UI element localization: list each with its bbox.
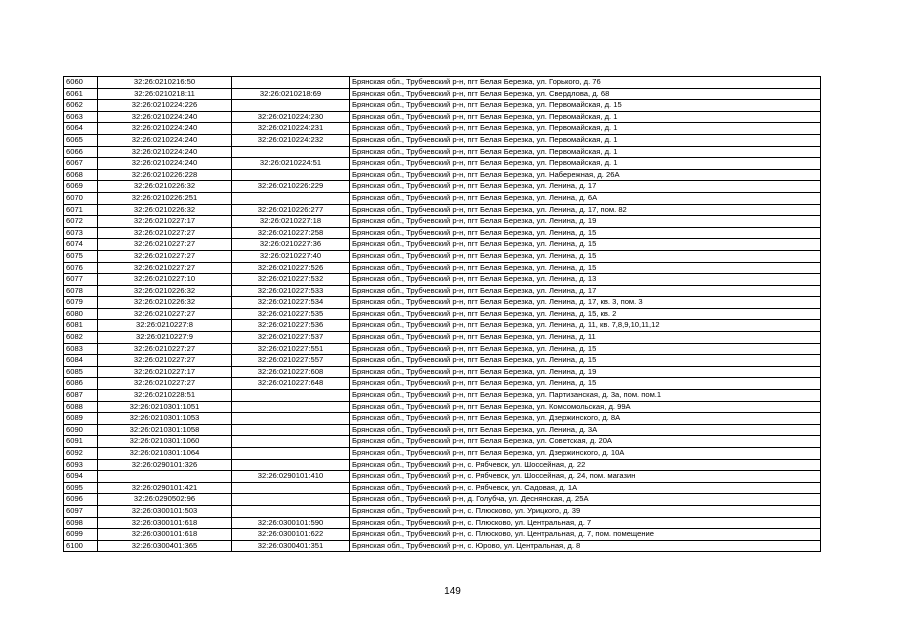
cadastral-number-cell: 32:26:0290101:421	[98, 482, 232, 494]
address-cell: Брянская обл., Трубчевский р-н, с. Юрово, ул. Центральная, д. 8	[350, 540, 821, 552]
building-cadastral-number-cell	[232, 169, 350, 181]
row-number-cell: 6077	[64, 274, 98, 286]
address-cell: Брянская обл., Трубчевский р-н, пгт Белая Березка, ул. Первомайская, д. 1	[350, 146, 821, 158]
row-number-cell: 6063	[64, 111, 98, 123]
row-number-cell: 6086	[64, 378, 98, 390]
address-cell: Брянская обл., Трубчевский р-н, пгт Белая Березка, ул. Ленина, д. 19	[350, 216, 821, 228]
row-number-cell: 6084	[64, 355, 98, 367]
cadastral-number-cell: 32:26:0300401:365	[98, 540, 232, 552]
cadastral-number-cell: 32:26:0290502:96	[98, 494, 232, 506]
address-cell: Брянская обл., Трубчевский р-н, пгт Белая Березка, ул. Ленина, д. 17, кв. 3, пом. 3	[350, 297, 821, 309]
address-cell: Брянская обл., Трубчевский р-н, пгт Белая Березка, ул. Ленина, д. 17, пом. 82	[350, 204, 821, 216]
building-cadastral-number-cell: 32:26:0210224:232	[232, 134, 350, 146]
address-cell: Брянская обл., Трубчевский р-н, пгт Белая Березка, ул. Ленина, д. 17	[350, 285, 821, 297]
row-number-cell: 6069	[64, 181, 98, 193]
address-cell: Брянская обл., Трубчевский р-н, пгт Белая Березка, ул. Первомайская, д. 1	[350, 158, 821, 170]
table-row	[64, 332, 821, 344]
table-row	[64, 378, 821, 390]
table-row	[64, 471, 821, 483]
cadastral-number-cell: 32:26:0210227:27	[98, 378, 232, 390]
table-row	[64, 320, 821, 332]
cadastral-number-cell: 32:26:0210224:240	[98, 158, 232, 170]
cadastral-number-cell: 32:26:0210228:51	[98, 390, 232, 402]
row-number-cell: 6061	[64, 88, 98, 100]
address-cell: Брянская обл., Трубчевский р-н, с. Плюсково, ул. Центральная, д. 7, пом. помещение	[350, 529, 821, 541]
cadastral-number-cell: 32:26:0210224:240	[98, 146, 232, 158]
table-row	[64, 413, 821, 425]
address-cell: Брянская обл., Трубчевский р-н, пгт Белая Березка, ул. Ленина, д. 15	[350, 250, 821, 262]
table-row	[64, 297, 821, 309]
row-number-cell: 6068	[64, 169, 98, 181]
building-cadastral-number-cell	[232, 77, 350, 89]
building-cadastral-number-cell	[232, 401, 350, 413]
building-cadastral-number-cell: 32:26:0210227:534	[232, 297, 350, 309]
building-cadastral-number-cell: 32:26:0210227:532	[232, 274, 350, 286]
row-number-cell: 6062	[64, 100, 98, 112]
table-row	[64, 390, 821, 402]
address-cell: Брянская обл., Трубчевский р-н, пгт Белая Березка, ул. Ленина, д. 19	[350, 366, 821, 378]
address-cell: Брянская обл., Трубчевский р-н, д. Голубча, ул. Деснянская, д. 25А	[350, 494, 821, 506]
row-number-cell: 6091	[64, 436, 98, 448]
table-row	[64, 204, 821, 216]
table-row	[64, 158, 821, 170]
row-number-cell: 6097	[64, 505, 98, 517]
building-cadastral-number-cell: 32:26:0210218:69	[232, 88, 350, 100]
table-row	[64, 262, 821, 274]
row-number-cell: 6099	[64, 529, 98, 541]
cadastral-number-cell: 32:26:0210227:27	[98, 355, 232, 367]
row-number-cell: 6082	[64, 332, 98, 344]
row-number-cell: 6090	[64, 424, 98, 436]
table-row	[64, 123, 821, 135]
cadastral-number-cell: 32:26:0210224:240	[98, 111, 232, 123]
cadastral-number-cell: 32:26:0210226:32	[98, 285, 232, 297]
cadastral-number-cell: 32:26:0210227:17	[98, 216, 232, 228]
row-number-cell: 6079	[64, 297, 98, 309]
cadastral-number-cell: 32:26:0210227:27	[98, 262, 232, 274]
address-cell: Брянская обл., Трубчевский р-н, пгт Белая Березка, ул. Партизанская, д. 3а, пом. пом.1	[350, 390, 821, 402]
cadastral-number-cell: 32:26:0210216:50	[98, 77, 232, 89]
building-cadastral-number-cell: 32:26:0210227:526	[232, 262, 350, 274]
table-row	[64, 529, 821, 541]
address-cell: Брянская обл., Трубчевский р-н, пгт Белая Березка, ул. Ленина, д. 6А	[350, 192, 821, 204]
row-number-cell: 6073	[64, 227, 98, 239]
cadastral-number-cell: 32:26:0210224:226	[98, 100, 232, 112]
building-cadastral-number-cell: 32:26:0300401:351	[232, 540, 350, 552]
address-cell: Брянская обл., Трубчевский р-н, пгт Белая Березка, ул. Ленина, д. 15	[350, 227, 821, 239]
building-cadastral-number-cell: 32:26:0210227:648	[232, 378, 350, 390]
table-row	[64, 169, 821, 181]
address-cell: Брянская обл., Трубчевский р-н, пгт Белая Березка, ул. Ленина, д. 15	[350, 355, 821, 367]
building-cadastral-number-cell	[232, 413, 350, 425]
cadastral-number-cell: 32:26:0210227:27	[98, 239, 232, 251]
address-cell: Брянская обл., Трубчевский р-н, пгт Белая Березка, ул. Комсомольская, д. 99А	[350, 401, 821, 413]
row-number-cell: 6070	[64, 192, 98, 204]
row-number-cell: 6092	[64, 448, 98, 460]
table-row	[64, 192, 821, 204]
cadastral-number-cell: 32:26:0210301:1060	[98, 436, 232, 448]
table-row	[64, 285, 821, 297]
address-cell: Брянская обл., Трубчевский р-н, пгт Белая Березка, ул. Свердлова, д. 68	[350, 88, 821, 100]
address-cell: Брянская обл., Трубчевский р-н, пгт Белая Березка, ул. Ленина, д. 11, кв. 7,8,9,10,11,12	[350, 320, 821, 332]
building-cadastral-number-cell: 32:26:0210227:533	[232, 285, 350, 297]
address-cell: Брянская обл., Трубчевский р-н, пгт Белая Березка, ул. Дзержинского, д. 8А	[350, 413, 821, 425]
page-number: 149	[444, 586, 461, 597]
table-row	[64, 343, 821, 355]
address-cell: Брянская обл., Трубчевский р-н, с. Рябчевск, ул. Садовая, д. 1А	[350, 482, 821, 494]
address-cell: Брянская обл., Трубчевский р-н, пгт Белая Березка, ул. Первомайская, д. 1	[350, 111, 821, 123]
building-cadastral-number-cell	[232, 192, 350, 204]
table-row	[64, 88, 821, 100]
address-cell: Брянская обл., Трубчевский р-н, с. Рябчевск, ул. Шоссейная, д. 22	[350, 459, 821, 471]
cadastral-number-cell: 32:26:0300101:618	[98, 529, 232, 541]
building-cadastral-number-cell: 32:26:0210227:551	[232, 343, 350, 355]
cadastral-number-cell: 32:26:0210227:8	[98, 320, 232, 332]
row-number-cell: 6081	[64, 320, 98, 332]
address-cell: Брянская обл., Трубчевский р-н, с. Плюсково, ул. Урицкого, д. 39	[350, 505, 821, 517]
building-cadastral-number-cell	[232, 436, 350, 448]
table-row	[64, 355, 821, 367]
row-number-cell: 6064	[64, 123, 98, 135]
row-number-cell: 6087	[64, 390, 98, 402]
building-cadastral-number-cell: 32:26:0210227:608	[232, 366, 350, 378]
building-cadastral-number-cell	[232, 100, 350, 112]
table-row	[64, 274, 821, 286]
table-row	[64, 239, 821, 251]
address-cell: Брянская обл., Трубчевский р-н, пгт Белая Березка, ул. Ленина, д. 15, кв. 2	[350, 308, 821, 320]
row-number-cell: 6089	[64, 413, 98, 425]
cadastral-number-cell: 32:26:0210227:27	[98, 343, 232, 355]
row-number-cell: 6093	[64, 459, 98, 471]
table-row	[64, 424, 821, 436]
row-number-cell: 6085	[64, 366, 98, 378]
row-number-cell: 6098	[64, 517, 98, 529]
cadastral-number-cell: 32:26:0210226:32	[98, 297, 232, 309]
cadastral-number-cell: 32:26:0290101:326	[98, 459, 232, 471]
building-cadastral-number-cell: 32:26:0210224:230	[232, 111, 350, 123]
row-number-cell: 6083	[64, 343, 98, 355]
address-cell: Брянская обл., Трубчевский р-н, пгт Белая Березка, ул. Ленина, д. 17	[350, 181, 821, 193]
table-row	[64, 459, 821, 471]
address-cell: Брянская обл., Трубчевский р-н, пгт Белая Березка, ул. Ленина, д. 11	[350, 332, 821, 344]
row-number-cell: 6095	[64, 482, 98, 494]
cadastral-number-cell: 32:26:0210227:27	[98, 308, 232, 320]
building-cadastral-number-cell: 32:26:0210227:535	[232, 308, 350, 320]
row-number-cell: 6088	[64, 401, 98, 413]
building-cadastral-number-cell	[232, 459, 350, 471]
cadastral-number-cell: 32:26:0300101:618	[98, 517, 232, 529]
table-row	[64, 401, 821, 413]
building-cadastral-number-cell: 32:26:0210227:18	[232, 216, 350, 228]
cadastral-number-cell: 32:26:0210224:240	[98, 123, 232, 135]
table-row	[64, 111, 821, 123]
address-cell: Брянская обл., Трубчевский р-н, пгт Белая Березка, ул. Первомайская, д. 1	[350, 123, 821, 135]
table-row	[64, 100, 821, 112]
row-number-cell: 6071	[64, 204, 98, 216]
row-number-cell: 6060	[64, 77, 98, 89]
building-cadastral-number-cell: 32:26:0210227:536	[232, 320, 350, 332]
building-cadastral-number-cell: 32:26:0300101:590	[232, 517, 350, 529]
table-row	[64, 146, 821, 158]
address-cell: Брянская обл., Трубчевский р-н, пгт Белая Березка, ул. Дзержинского, д. 10А	[350, 448, 821, 460]
row-number-cell: 6080	[64, 308, 98, 320]
building-cadastral-number-cell	[232, 146, 350, 158]
cadastral-number-cell: 32:26:0210301:1053	[98, 413, 232, 425]
row-number-cell: 6096	[64, 494, 98, 506]
row-number-cell: 6066	[64, 146, 98, 158]
table-body	[64, 77, 821, 552]
table-row	[64, 436, 821, 448]
building-cadastral-number-cell: 32:26:0210227:557	[232, 355, 350, 367]
building-cadastral-number-cell: 32:26:0290101:410	[232, 471, 350, 483]
table-row	[64, 181, 821, 193]
cadastral-number-cell: 32:26:0210226:32	[98, 181, 232, 193]
row-number-cell: 6100	[64, 540, 98, 552]
row-number-cell: 6075	[64, 250, 98, 262]
table-row	[64, 227, 821, 239]
cadastral-number-cell	[98, 471, 232, 483]
row-number-cell: 6074	[64, 239, 98, 251]
cadastral-number-cell: 32:26:0210227:27	[98, 250, 232, 262]
table-row	[64, 77, 821, 89]
address-cell: Брянская обл., Трубчевский р-н, пгт Белая Березка, ул. Ленина, д. 15	[350, 378, 821, 390]
table-row	[64, 308, 821, 320]
address-cell: Брянская обл., Трубчевский р-н, пгт Белая Березка, ул. Первомайская, д. 1	[350, 134, 821, 146]
table-row	[64, 482, 821, 494]
row-number-cell: 6072	[64, 216, 98, 228]
cadastral-number-cell: 32:26:0210301:1064	[98, 448, 232, 460]
table-row	[64, 494, 821, 506]
cadastral-number-cell: 32:26:0210227:17	[98, 366, 232, 378]
building-cadastral-number-cell	[232, 448, 350, 460]
table-row	[64, 366, 821, 378]
cadastral-number-cell: 32:26:0210227:10	[98, 274, 232, 286]
building-cadastral-number-cell: 32:26:0210226:277	[232, 204, 350, 216]
building-cadastral-number-cell: 32:26:0210226:229	[232, 181, 350, 193]
building-cadastral-number-cell	[232, 494, 350, 506]
row-number-cell: 6065	[64, 134, 98, 146]
table-row	[64, 216, 821, 228]
address-cell: Брянская обл., Трубчевский р-н, пгт Белая Березка, ул. Первомайская, д. 15	[350, 100, 821, 112]
table-row	[64, 134, 821, 146]
row-number-cell: 6078	[64, 285, 98, 297]
address-cell: Брянская обл., Трубчевский р-н, пгт Белая Березка, ул. Ленина, д. 3А	[350, 424, 821, 436]
address-cell: Брянская обл., Трубчевский р-н, пгт Белая Березка, ул. Ленина, д. 15	[350, 239, 821, 251]
address-cell: Брянская обл., Трубчевский р-н, пгт Белая Березка, ул. Горького, д. 76	[350, 77, 821, 89]
building-cadastral-number-cell: 32:26:0210227:258	[232, 227, 350, 239]
building-cadastral-number-cell: 32:26:0300101:622	[232, 529, 350, 541]
cadastral-number-cell: 32:26:0300101:503	[98, 505, 232, 517]
row-number-cell: 6067	[64, 158, 98, 170]
address-cell: Брянская обл., Трубчевский р-н, пгт Белая Березка, ул. Ленина, д. 15	[350, 262, 821, 274]
building-cadastral-number-cell	[232, 505, 350, 517]
building-cadastral-number-cell	[232, 482, 350, 494]
cadastral-number-cell: 32:26:0210218:11	[98, 88, 232, 100]
building-cadastral-number-cell: 32:26:0210227:36	[232, 239, 350, 251]
address-cell: Брянская обл., Трубчевский р-н, пгт Белая Березка, ул. Набережная, д. 26А	[350, 169, 821, 181]
table-row	[64, 250, 821, 262]
row-number-cell: 6076	[64, 262, 98, 274]
address-cell: Брянская обл., Трубчевский р-н, с. Плюсково, ул. Центральная, д. 7	[350, 517, 821, 529]
address-cell: Брянская обл., Трубчевский р-н, пгт Белая Березка, ул. Ленина, д. 15	[350, 343, 821, 355]
address-cell: Брянская обл., Трубчевский р-н, пгт Белая Березка, ул. Ленина, д. 13	[350, 274, 821, 286]
cadastral-number-cell: 32:26:0210226:251	[98, 192, 232, 204]
cadastral-number-cell: 32:26:0210227:27	[98, 227, 232, 239]
cadastral-number-cell: 32:26:0210224:240	[98, 134, 232, 146]
building-cadastral-number-cell	[232, 424, 350, 436]
property-register-table	[63, 76, 821, 552]
building-cadastral-number-cell: 32:26:0210227:40	[232, 250, 350, 262]
cadastral-number-cell: 32:26:0210301:1058	[98, 424, 232, 436]
building-cadastral-number-cell: 32:26:0210224:231	[232, 123, 350, 135]
cadastral-number-cell: 32:26:0210226:32	[98, 204, 232, 216]
address-cell: Брянская обл., Трубчевский р-н, с. Рябчевск, ул. Шоссейная, д. 24, пом. магазин	[350, 471, 821, 483]
cadastral-number-cell: 32:26:0210227:9	[98, 332, 232, 344]
table-row	[64, 540, 821, 552]
table-row	[64, 505, 821, 517]
address-cell: Брянская обл., Трубчевский р-н, пгт Белая Березка, ул. Советская, д. 20А	[350, 436, 821, 448]
row-number-cell: 6094	[64, 471, 98, 483]
cadastral-number-cell: 32:26:0210301:1051	[98, 401, 232, 413]
table-row	[64, 448, 821, 460]
building-cadastral-number-cell	[232, 390, 350, 402]
table-row	[64, 517, 821, 529]
building-cadastral-number-cell: 32:26:0210227:537	[232, 332, 350, 344]
building-cadastral-number-cell: 32:26:0210224:51	[232, 158, 350, 170]
cadastral-number-cell: 32:26:0210226:228	[98, 169, 232, 181]
